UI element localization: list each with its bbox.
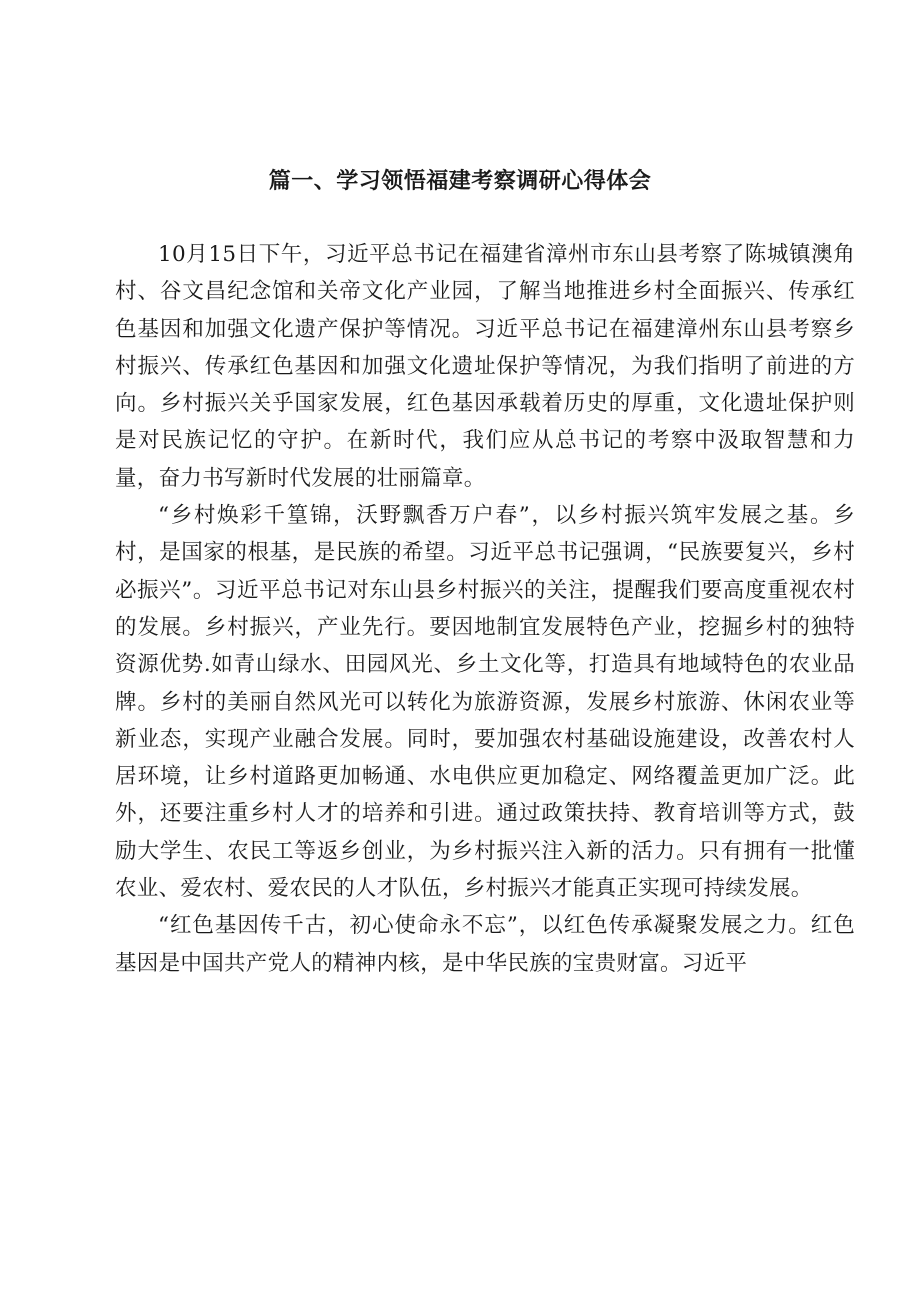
document-body [115,236,855,982]
paragraph-3: “红色基因传千古，初心使命永不忘”，以红色传承凝聚发展之力。红色基因是中国共产党人的精神内核，是中华民族的宝贵财富。习近平 [115,913,855,976]
document-title: 篇一、学习领悟福建考察调研心得体会 [268,169,652,194]
paragraph-1: 10月15日下午，习近平总书记在福建省漳州市东山县考察了陈城镇澳角村、谷文昌纪念馆和关帝文化产业园，了解当地推进乡村全面振兴、传承红色基因和加强文化遗产保护等情况。习近平总书记在福建漳州东山县考察乡村振兴、传承红色基因和加强文化遗址保护等情况，为我们指明了前进的方向。乡村振兴关乎国家发展，红色基因承载着历史的厚重，文化遗址保护则是对民族记忆的守护。在新时代，我们应从总书记的考察中汲取智慧和力量，奋力书写新时代发展的壮丽篇章。 [115,242,855,491]
paragraph-2: “乡村焕彩千篁锦，沃野飘香万户春”，以乡村振兴筑牢发展之基。乡村，是国家的根基，是民族的希望。习近平总书记强调，“民族要复兴，乡村必振兴”。习近平总书记对东山县乡村振兴的关注，提醒我们要高度重视农村的发展。乡村振兴，产业先行。要因地制宜发展特色产业，挖掘乡村的独特资源优势.如青山绿水、田园风光、乡土文化等，打造具有地域特色的农业品牌。乡村的美丽自然风光可以转化为旅游资源，发展乡村旅游、休闲农业等新业态，实现产业融合发展。同时，要加强农村基础设施建设，改善农村人居环境，让乡村道路更加畅通、水电供应更加稳定、网络覆盖更加广泛。此外，还要注重乡村人才的培养和引进。通过政策扶持、教育培训等方式，鼓励大学生、农民工等返乡创业，为乡村振兴注入新的活力。只有拥有一批懂农业、爱农村、爱农民的人才队伍，乡村振兴才能真正实现可持续发展。 [115,503,855,902]
